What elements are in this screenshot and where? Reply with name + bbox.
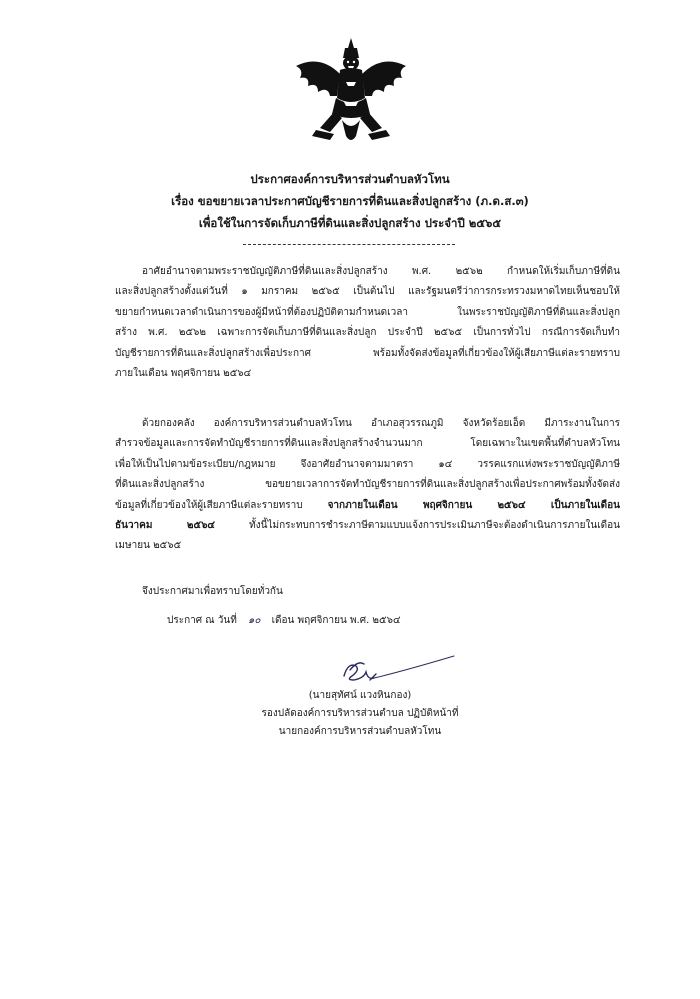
announcement-date bbox=[167, 612, 401, 630]
deadline-old-new: จากภายในเดือน พฤศจิกายน ๒๕๖๔ เป็นภายในเดือน bbox=[327, 499, 620, 511]
closing-statement: จึงประกาศมาเพื่อทราบโดยทั่วกัน bbox=[142, 586, 283, 597]
signatory-position: รองปลัดองค์การบริหารส่วนตำบล ปฏิบัติหน้าที่ bbox=[261, 708, 459, 719]
deadline-new-month: ธันวาคม ๒๕๖๔ bbox=[115, 520, 215, 532]
text-line: ที่ดินและสิ่งปลูกสร้าง ขอขยายเวลาการจัดทำบัญชีรายการที่ดินและสิ่งปลูกสร้างเพื่อประกาศพร้อมทั้งจัดส่ง bbox=[115, 479, 620, 491]
text-line: เมษายน ๒๕๖๕ bbox=[115, 540, 182, 552]
signatory-title: นายกองค์การบริหารส่วนตำบลหัวโทน bbox=[278, 726, 442, 737]
heading-divider bbox=[243, 244, 455, 245]
text-line: ภายในเดือน พฤศจิกายน ๒๕๖๔ bbox=[115, 368, 252, 380]
announcement-subject: เรื่อง ขอขยายเวลาประกาศบัญชีรายการที่ดินและสิ่งปลูกสร้าง (ภ.ด.ส.๓) bbox=[171, 194, 529, 208]
signatory-name: (นายสุทัศน์ แวงหินกอง) bbox=[308, 690, 412, 701]
announcement-purpose: เพื่อใช้ในการจัดเก็บภาษีที่ดินและสิ่งปลูกสร้าง ประจำปี ๒๕๖๕ bbox=[198, 216, 502, 230]
paragraph-extension bbox=[115, 414, 620, 557]
text-line: และสิ่งปลูกสร้างตั้งแต่วันที่ ๑ มกราคม ๒๕๖๕ เป็นต้นไป และรัฐมนตรีว่าการกระทรวงมหาดไทยเห็นชอบให้ bbox=[115, 286, 620, 298]
garuda-emblem-icon bbox=[290, 36, 412, 151]
text-line bbox=[115, 496, 620, 516]
signatory-block bbox=[260, 687, 460, 741]
text-line: อาศัยอำนาจตามพระราชบัญญัติภาษีที่ดินและสิ่งปลูกสร้าง พ.ศ. ๒๕๖๒ กำหนดให้เริ่มเก็บภาษีที่ดิน bbox=[142, 266, 620, 277]
date-suffix: เดือน พฤศจิกายน พ.ศ. ๒๕๖๔ bbox=[271, 615, 401, 626]
text-line: ขยายกำหนดเวลาดำเนินการของผู้มีหน้าที่ต้องปฏิบัติตามกำหนดเวลา ในพระราชบัญญัติภาษีที่ดินและสิ่งปลูก bbox=[115, 306, 620, 318]
text-segment: ข้อมูลที่เกี่ยวข้องให้ผู้เสียภาษีแต่ละรายทราบ bbox=[115, 499, 328, 511]
announcement-title: ประกาศองค์การบริหารส่วนตำบลหัวโทน bbox=[250, 172, 450, 186]
date-day-handwritten: ๑๐ bbox=[247, 615, 261, 626]
text-line: บัญชีรายการที่ดินและสิ่งปลูกสร้างเพื่อประกาศ พร้อมทั้งจัดส่งข้อมูลที่เกี่ยวข้องให้ผู้เสียภาษีแต่ละรายทราบ bbox=[115, 347, 620, 359]
text-line: สำรวจข้อมูลและการจัดทำบัญชีรายการที่ดินและสิ่งปลูกสร้างจำนวนมาก โดยเฉพาะในเขตพื้นที่ตำบลหัวโทน bbox=[115, 438, 620, 450]
text-line: เพื่อให้เป็นไปตามข้อระเบียบ/กฎหมาย จึงอาศัยอำนาจตามมาตรา ๑๔ วรรคแรกแห่งพระราชบัญญัติภาษี bbox=[115, 458, 620, 470]
text-line: สร้าง พ.ศ. ๒๕๖๒ เฉพาะการจัดเก็บภาษีที่ดินและสิ่งปลูก ประจำปี ๒๕๖๕ เป็นการทั่วไป กรณีการจัดเก็บทำ bbox=[115, 327, 620, 339]
text-segment: ทั้งนี้ไม่กระทบการชำระภาษีตามแบบแจ้งการประเมินภาษีจะต้องดำเนินการภายในเดือน bbox=[215, 520, 620, 532]
text-line: ด้วยกองคลัง องค์การบริหารส่วนตำบลหัวโทน อำเภอสุวรรณภูมิ จังหวัดร้อยเอ็ด มีภาระงานในการ bbox=[142, 418, 620, 429]
date-prefix: ประกาศ ณ วันที่ bbox=[167, 615, 237, 626]
text-line bbox=[115, 516, 620, 536]
paragraph-authority bbox=[115, 262, 620, 384]
signature-icon bbox=[330, 650, 460, 692]
